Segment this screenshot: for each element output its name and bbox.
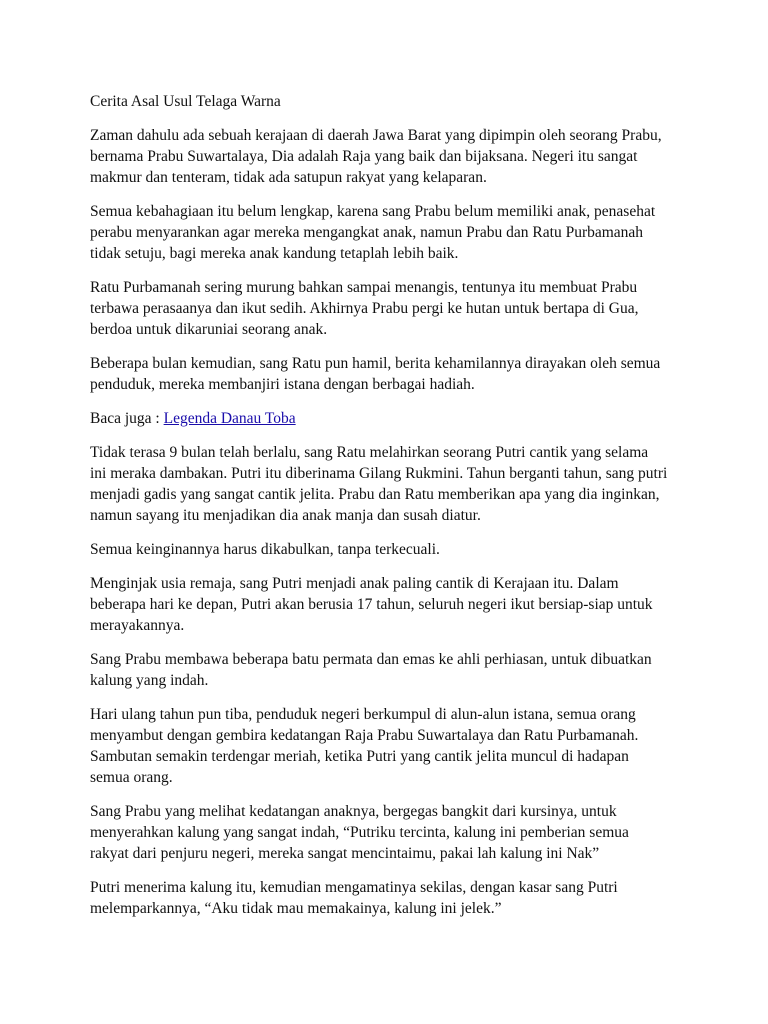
paragraph-3: Ratu Purbamanah sering murung bahkan sampai menangis, tentunya itu membuat Prabu terbawa perasaanya dan ikut sedih. Akhirnya Prabu pergi ke hutan untuk bertapa di Gua, berdoa untuk dikaruniai seorang anak. [90,279,639,338]
document-title: Cerita Asal Usul Telaga Warna [90,93,281,110]
paragraph-7: Menginjak usia remaja, sang Putri menjadi anak paling cantik di Kerajaan itu. Dalam beberapa hari ke depan, Putri akan berusia 17 tahun, seluruh negeri ikut bersiap-siap untuk merayakannya. [90,575,653,634]
paragraph-5: Tidak terasa 9 bulan telah berlalu, sang Ratu melahirkan seorang Putri cantik yang selama ini meraka dambakan. Putri itu diberinama Gilang Rukmini. Tahun berganti tahun, sang putri menjadi gadis yang sangat cantik jelita. Prabu dan Ratu memberikan apa yang dia inginkan, namun sayang itu menjadikan dia anak manja dan susah diatur. [90,444,668,524]
paragraph-4: Beberapa bulan kemudian, sang Ratu pun hamil, berita kehamilannya dirayakan oleh semua penduduk, mereka membanjiri istana dengan berbagai hadiah. [90,355,661,393]
paragraph-2: Semua kebahagiaan itu belum lengkap, karena sang Prabu belum memiliki anak, penasehat perabu menyarankan agar mereka mengangkat anak, namun Prabu dan Ratu Purbamanah tidak setuju, bagi mereka anak kandung tetaplah lebih baik. [90,203,656,262]
see-also-link[interactable]: Legenda Danau Toba [163,410,296,427]
paragraph-11: Putri menerima kalung itu, kemudian mengamatinya sekilas, dengan kasar sang Putri melemparkannya, “Aku tidak mau memakainya, kalung ini jelek.” [90,879,618,917]
paragraph-6: Semua keinginannya harus dikabulkan, tanpa terkecuali. [90,541,440,558]
paragraph-9: Hari ulang tahun pun tiba, penduduk negeri berkumpul di alun-alun istana, semua orang menyambut dengan gembira kedatangan Raja Prabu Suwartalaya dan Ratu Purbamanah. Sambutan semakin terdengar meriah, ketika Putri yang cantik jelita muncul di hadapan semua orang. [90,706,639,786]
paragraph-10: Sang Prabu yang melihat kedatangan anaknya, bergegas bangkit dari kursinya, untuk menyerahkan kalung yang sangat indah, “Putriku tercinta, kalung ini pemberian semua rakyat dari penjuru negeri, mereka sangat mencintaimu, pakai lah kalung ini Nak” [90,803,629,862]
paragraph-1: Zaman dahulu ada sebuah kerajaan di daerah Jawa Barat yang dipimpin oleh seorang Prabu, bernama Prabu Suwartalaya, Dia adalah Raja yang baik dan bijaksana. Negeri itu sangat makmur dan tenteram, tidak ada satupun rakyat yang kelaparan. [90,127,662,186]
paragraph-8: Sang Prabu membawa beberapa batu permata dan emas ke ahli perhiasan, untuk dibuatkan kalung yang indah. [90,651,652,689]
see-also-prefix: Baca juga : [90,410,164,427]
see-also-line [90,408,668,429]
